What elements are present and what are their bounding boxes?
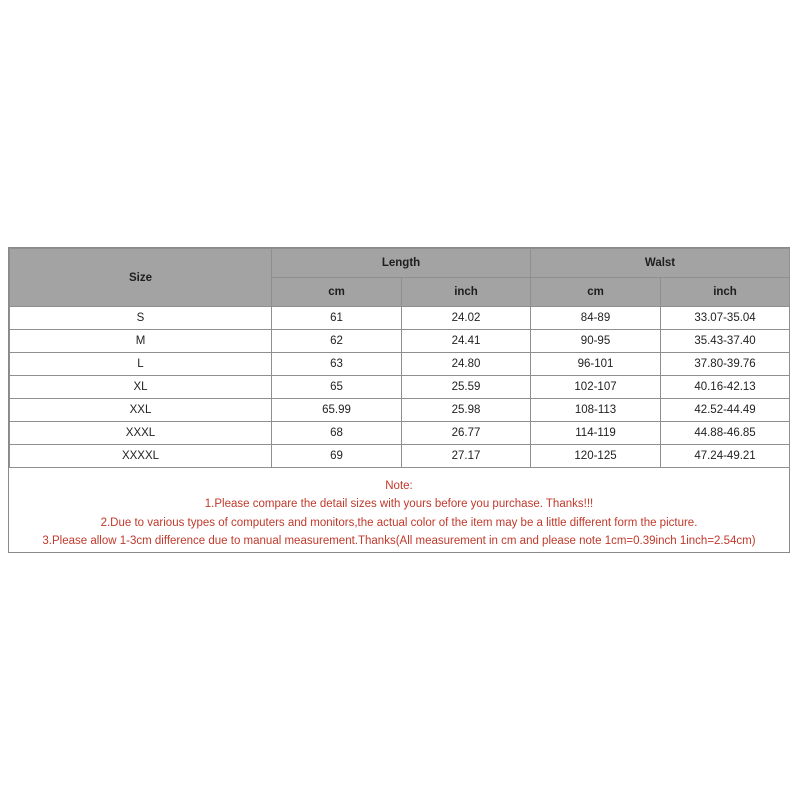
waist-inch-cell: 37.80-39.76	[661, 353, 790, 376]
size-cell: XL	[10, 376, 272, 399]
length-cm-cell: 68	[272, 422, 402, 445]
size-cell: XXXL	[10, 422, 272, 445]
size-header: Size	[10, 249, 272, 307]
table-row	[10, 307, 790, 330]
table-row	[10, 399, 790, 422]
notes-section	[9, 477, 789, 550]
size-chart	[8, 247, 790, 553]
size-cell: L	[10, 353, 272, 376]
length-cm-cell: 62	[272, 330, 402, 353]
size-cell: XXL	[10, 399, 272, 422]
note-line-1: 1.Please compare the detail sizes with yours before you purchase. Thanks!!!	[204, 498, 594, 511]
table-row	[10, 422, 790, 445]
waist-inch-cell: 44.88-46.85	[661, 422, 790, 445]
length-cm-cell: 61	[272, 307, 402, 330]
length-inch-cell: 26.77	[402, 422, 531, 445]
waist-header: Walst	[531, 249, 790, 278]
length-cm-cell: 65.99	[272, 399, 402, 422]
table-row	[10, 330, 790, 353]
length-inch-cell: 24.41	[402, 330, 531, 353]
length-cm-cell: 69	[272, 445, 402, 468]
length-inch-cell: 25.98	[402, 399, 531, 422]
waist-cm-cell: 96-101	[531, 353, 661, 376]
waist-inch-cell: 47.24-49.21	[661, 445, 790, 468]
waist-cm-cell: 90-95	[531, 330, 661, 353]
waist-cm-cell: 102-107	[531, 376, 661, 399]
table-row	[10, 376, 790, 399]
table-row	[10, 445, 790, 468]
note-line-2: 2.Due to various types of computers and monitors,the actual color of the item may be a little different form the picture.	[100, 516, 698, 529]
length-inch-cell: 24.80	[402, 353, 531, 376]
waist-inch-cell: 33.07-35.04	[661, 307, 790, 330]
waist-inch-header: inch	[661, 278, 790, 307]
waist-inch-cell: 35.43-37.40	[661, 330, 790, 353]
waist-inch-cell: 42.52-44.49	[661, 399, 790, 422]
length-cm-header: cm	[272, 278, 402, 307]
note-title: Note:	[385, 480, 413, 492]
table-row	[10, 353, 790, 376]
size-cell: XXXXL	[10, 445, 272, 468]
waist-cm-cell: 114-119	[531, 422, 661, 445]
size-cell: S	[10, 307, 272, 330]
waist-cm-cell: 108-113	[531, 399, 661, 422]
waist-cm-header: cm	[531, 278, 661, 307]
length-inch-cell: 27.17	[402, 445, 531, 468]
size-table	[9, 248, 790, 468]
waist-cm-cell: 120-125	[531, 445, 661, 468]
waist-inch-cell: 40.16-42.13	[661, 376, 790, 399]
length-cm-cell: 63	[272, 353, 402, 376]
waist-cm-cell: 84-89	[531, 307, 661, 330]
note-line-3: 3.Please allow 1-3cm difference due to manual measurement.Thanks(All measurement in cm and please note 1cm=0.39inch 1inch=2.54cm)	[42, 534, 756, 547]
length-inch-cell: 24.02	[402, 307, 531, 330]
length-cm-cell: 65	[272, 376, 402, 399]
size-cell: M	[10, 330, 272, 353]
length-header: Length	[272, 249, 531, 278]
length-inch-header: inch	[402, 278, 531, 307]
length-inch-cell: 25.59	[402, 376, 531, 399]
